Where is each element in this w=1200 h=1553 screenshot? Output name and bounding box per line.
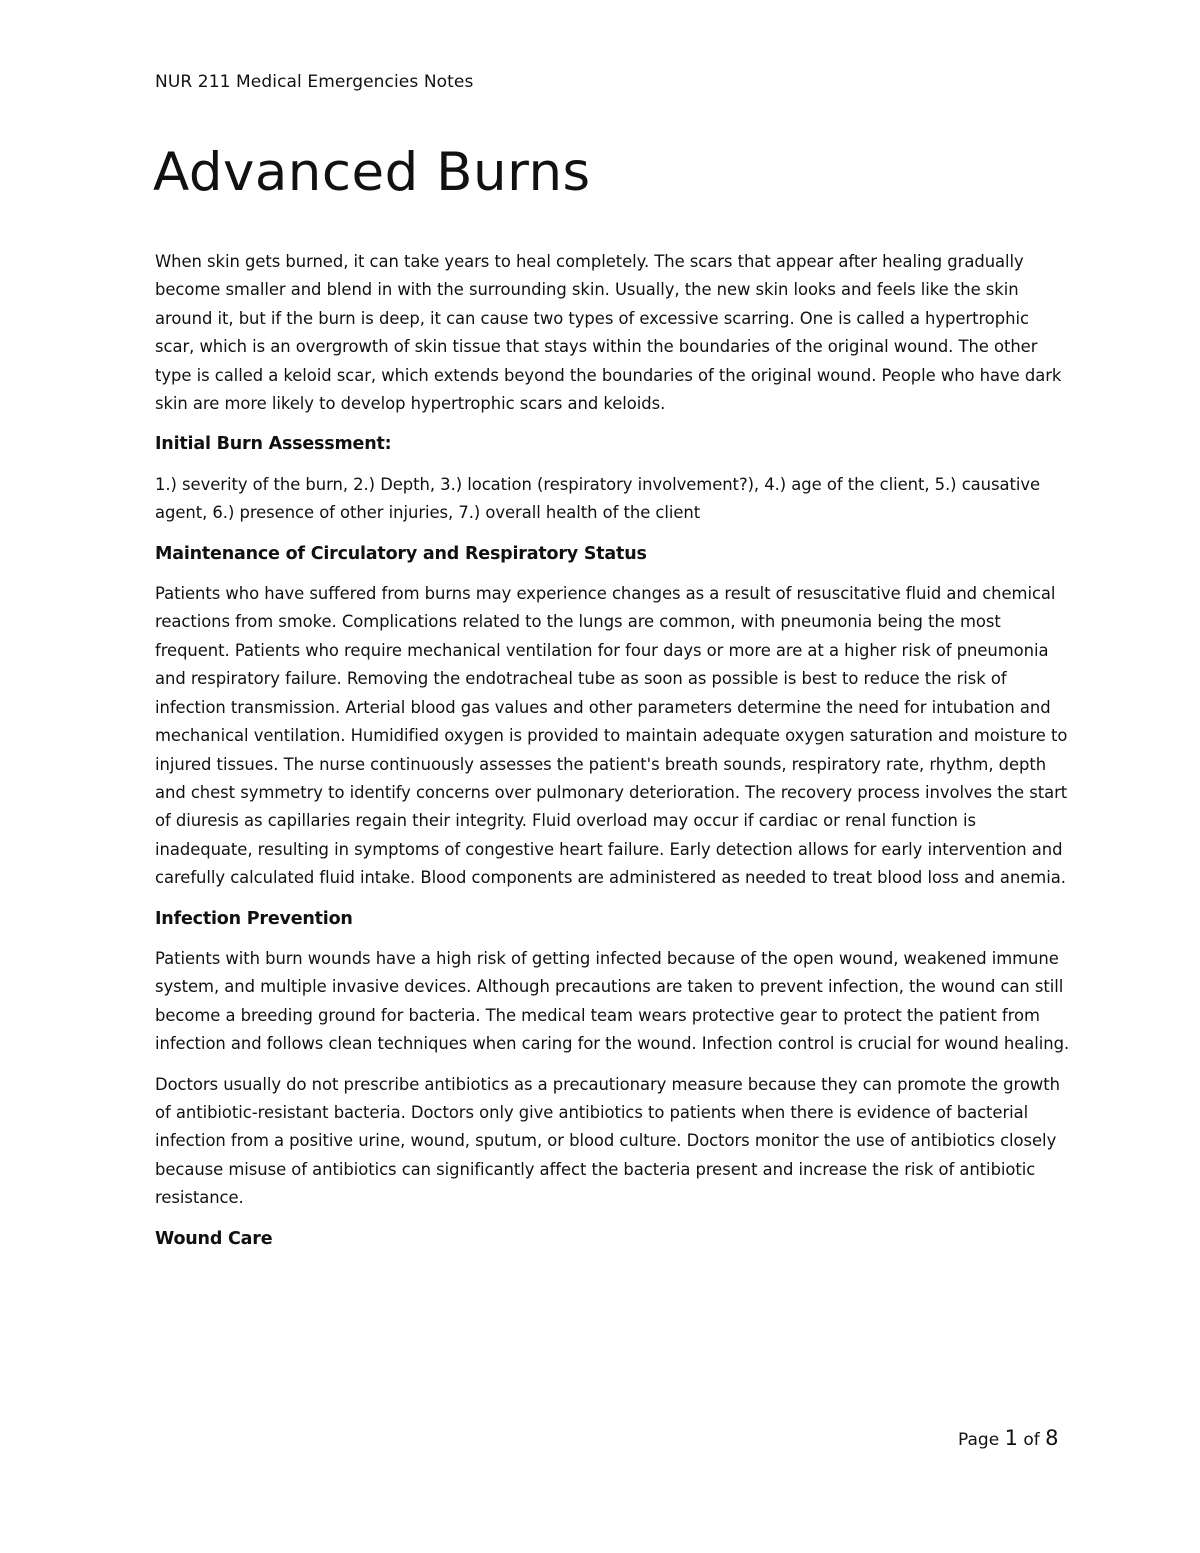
infection-heading: Infection Prevention bbox=[155, 908, 353, 929]
circulatory-paragraph: Patients who have suffered from burns may experience changes as a result of resuscitative fluid and chemical reactions from smoke. Complications related to the lungs are common, with pneumonia being the most frequent. Patients who require mechanical ventilation for four days or more are at a higher risk of pneumonia and respiratory failure. Removing the endotracheal tube as soon as possible is best to reduce the risk of infection transmission. Arterial blood gas values and other parameters determine the need for intubation and mechanical ventilation. Humidified oxygen is provided to maintain adequate oxygen saturation and moisture to injured tissues. The nurse continuously assesses the patient's breath sounds, respiratory rate, rhythm, depth and chest symmetry to identify concerns over pulmonary deterioration. The recovery process involves the start of diuresis as capillaries regain their integrity. Fluid overload may occur if cardiac or renal function is inadequate, resulting in symptoms of congestive heart failure. Early detection allows for early intervention and carefully calculated fluid intake. Blood components are administered as needed to treat blood loss and anemia. bbox=[155, 584, 1068, 888]
page-number-footer bbox=[958, 1426, 1059, 1450]
current-page-number: 1 bbox=[1004, 1426, 1018, 1450]
assessment-heading: Initial Burn Assessment: bbox=[155, 434, 392, 455]
total-page-count: 8 bbox=[1045, 1426, 1059, 1450]
circulatory-heading: Maintenance of Circulatory and Respiratory Status bbox=[155, 543, 647, 564]
document-body bbox=[155, 248, 1070, 1265]
intro-paragraph: When skin gets burned, it can take years to heal completely. The scars that appear after healing gradually become smaller and blend in with the surrounding skin. Usually, the new skin looks and feels like the skin around it, but if the burn is deep, it can cause two types of excessive scarring. One is called a hypertrophic scar, which is an overgrowth of skin tissue that stays within the boundaries of the original wound. The other type is called a keloid scar, which extends beyond the boundaries of the original wound. People who have dark skin are more likely to develop hypertrophic scars and keloids. bbox=[155, 252, 1062, 414]
assessment-paragraph: 1.) severity of the burn, 2.) Depth, 3.) location (respiratory involvement?), 4.) age of the client, 5.) causative agent, 6.) presence of other injuries, 7.) overall health of the client bbox=[155, 474, 1041, 523]
of-label: of bbox=[1023, 1430, 1040, 1450]
document-title: Advanced Burns bbox=[153, 142, 591, 203]
page-label: Page bbox=[958, 1430, 1000, 1450]
infection-paragraph-1: Patients with burn wounds have a high risk of getting infected because of the open wound, weakened immune system, and multiple invasive devices. Although precautions are taken to prevent infection, the wound can still become a breeding ground for bacteria. The medical team wears protective gear to protect the patient from infection and follows clean techniques when caring for the wound. Infection control is crucial for wound healing. bbox=[155, 948, 1070, 1054]
wound-care-heading: Wound Care bbox=[155, 1228, 273, 1249]
infection-paragraph-2: Doctors usually do not prescribe antibiotics as a precautionary measure because they can promote the growth of antibiotic-resistant bacteria. Doctors only give antibiotics to patients when there is evidence of bacterial infection from a positive urine, wound, sputum, or blood culture. Doctors monitor the use of antibiotics closely because misuse of antibiotics can significantly affect the bacteria present and increase the risk of antibiotic resistance. bbox=[155, 1074, 1060, 1208]
page-header: NUR 211 Medical Emergencies Notes bbox=[155, 72, 474, 92]
